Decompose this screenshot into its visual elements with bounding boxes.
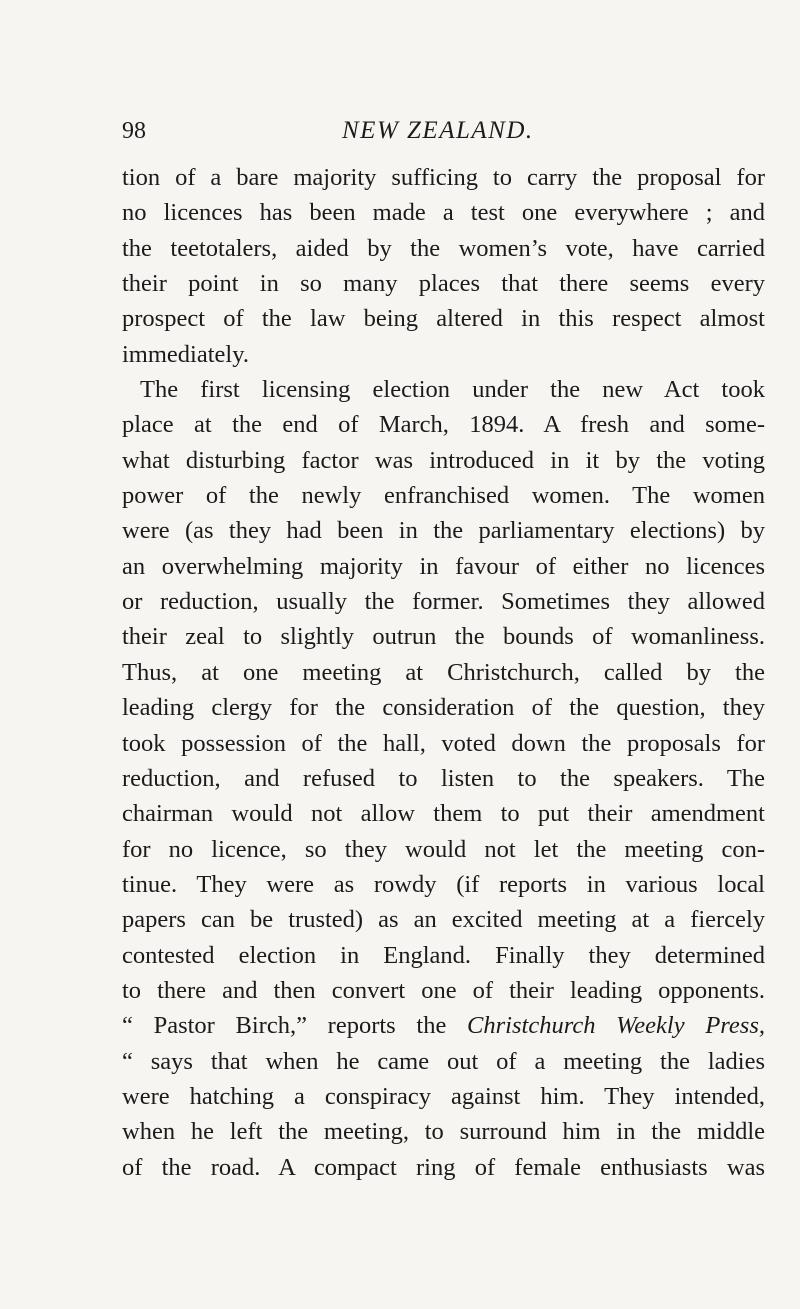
text-line: their point in so many places that there seems every xyxy=(122,270,765,298)
body-text xyxy=(122,160,765,1185)
text-line: no licences has been made a test one everywhere ; and xyxy=(122,199,765,227)
text-line: contested election in England. Finally they determined xyxy=(122,941,765,969)
text-line: Thus, at one meeting at Christchurch, called by the xyxy=(122,658,765,686)
text-line: took possession of the hall, voted down the proposals for xyxy=(122,729,765,757)
text-line: were (as they had been in the parliamentary elections) by xyxy=(122,517,765,545)
text-line: their zeal to slightly outrun the bounds of womanliness. xyxy=(122,623,765,651)
text-line: for no licence, so they would not let the meeting con- xyxy=(122,835,765,863)
text-segment: “ Pastor Birch,” reports the xyxy=(122,1012,468,1040)
text-line: “ says that when he came out of a meeting the ladies xyxy=(122,1047,765,1075)
text-line: when he left the meeting, to surround him in the middle xyxy=(122,1118,765,1146)
text-line: prospect of the law being altered in this respect almost xyxy=(122,305,765,333)
text-line: place at the end of March, 1894. A fresh and some- xyxy=(122,411,765,439)
text-line: the teetotalers, aided by the women’s vote, have carried xyxy=(122,234,765,262)
text-line: papers can be trusted) as an excited meeting at a fiercely xyxy=(122,906,765,934)
page-number: 98 xyxy=(122,118,146,144)
page-header xyxy=(122,116,762,150)
text-line: immediately. xyxy=(122,340,249,368)
text-line: an overwhelming majority in favour of either no licences xyxy=(122,552,765,580)
newspaper-title: Christchurch Weekly Press, xyxy=(467,1012,765,1040)
text-line: to there and then convert one of their leading opponents. xyxy=(122,976,765,1004)
text-line: or reduction, usually the former. Sometimes they allowed xyxy=(122,588,765,616)
text-line: tinue. They were as rowdy (if reports in various local xyxy=(122,870,765,898)
text-line-with-citation xyxy=(122,1008,765,1043)
text-line: leading clergy for the consideration of the question, they xyxy=(122,694,765,722)
text-line: chairman would not allow them to put their amendment xyxy=(122,800,765,828)
text-line: power of the newly enfranchised women. The women xyxy=(122,482,765,510)
text-line: reduction, and refused to listen to the speakers. The xyxy=(122,764,765,792)
text-line: of the road. A compact ring of female enthusiasts was xyxy=(122,1153,765,1181)
text-line: were hatching a conspiracy against him. They intended, xyxy=(122,1082,765,1110)
text-line: tion of a bare majority sufficing to carry the proposal for xyxy=(122,164,765,191)
text-line: what disturbing factor was introduced in it by the voting xyxy=(122,446,765,474)
text-line: The first licensing election under the new Act took xyxy=(140,376,765,404)
running-head: NEW ZEALAND. xyxy=(342,117,534,144)
